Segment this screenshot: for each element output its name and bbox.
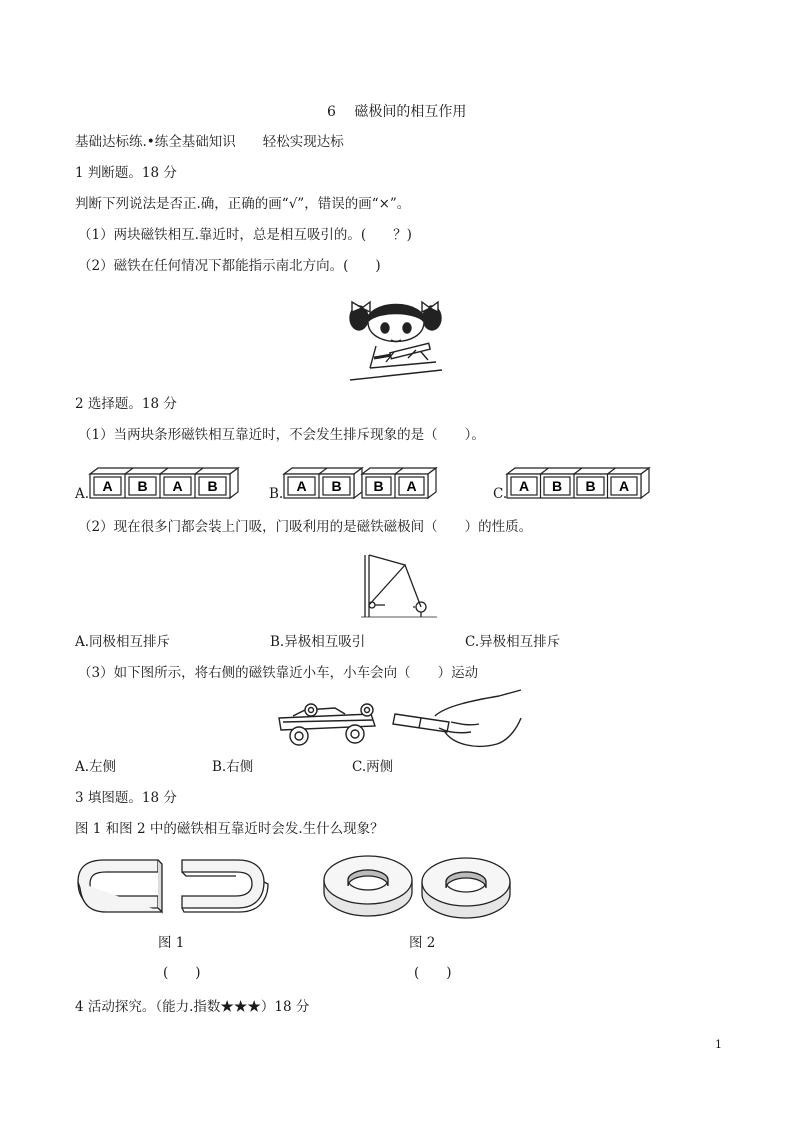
- magnet-pole-label: A: [618, 478, 630, 494]
- q2-item-3-option-a: A.左侧: [75, 759, 117, 775]
- q2-option-c-label: C.: [493, 486, 508, 502]
- q2-item-2-option-a: A.同极相互排斥: [75, 634, 171, 650]
- magnets-option-c: [505, 466, 651, 500]
- page-title: 6 磁极间的相互作用: [327, 104, 467, 120]
- magnet-pole-label: A: [518, 478, 530, 494]
- magnet-pole-label: B: [373, 478, 384, 494]
- q1-item-1: （1）两块磁铁相互.靠近时，总是相互吸引的。( ？): [78, 227, 412, 243]
- magnet-pole-label: B: [137, 478, 148, 494]
- q2-option-b-label: B.: [269, 486, 284, 502]
- door-stop-illustration: [359, 553, 437, 619]
- magnet-pole-label: A: [296, 478, 307, 494]
- car-and-magnet-illustration: [275, 688, 523, 754]
- q2-item-3-option-c: C.两侧: [352, 759, 394, 775]
- magnet-pole-label: A: [172, 478, 183, 494]
- girl-with-magnet-illustration: [346, 288, 446, 383]
- q1-item-2: （2）磁铁在任何情况下都能指示南北方向。( ): [78, 258, 381, 274]
- q1-instruction: 判断下列说法是否正.确，正确的画“√”，错误的画“×”。: [75, 196, 411, 212]
- page-number: 1: [715, 1038, 722, 1051]
- q1-heading: 1 判断题。18 分: [75, 165, 177, 181]
- magnet-pole-label: B: [585, 478, 596, 494]
- section-header: 基础达标练.•练全基础知识 轻松实现达标: [75, 134, 344, 150]
- q3-question: 图 1 和图 2 中的磁铁相互靠近时会发.生什么现象？: [75, 821, 384, 837]
- magnets-option-b: [282, 466, 438, 500]
- q2-item-3: （3）如下图所示，将右侧的磁铁靠近小车，小车会向（ ）运动: [78, 665, 479, 681]
- magnet-pole-label: B: [331, 478, 342, 494]
- figure-2-ring-magnets: [322, 852, 514, 922]
- magnet-pole-label: B: [551, 478, 563, 494]
- magnet-pole-label: B: [207, 478, 218, 494]
- q2-item-1: （1）当两块条形磁铁相互靠近时，不会发生排斥现象的是（ ）。: [78, 427, 485, 443]
- magnet-pole-label: A: [406, 478, 417, 494]
- q2-item-2-option-c: C.异极相互排斥: [465, 634, 561, 650]
- q4-heading: 4 活动探究。（能力.指数★★★）18 分: [75, 999, 310, 1015]
- q3-heading: 3 填图题。18 分: [75, 790, 177, 806]
- magnets-option-a: [88, 466, 240, 500]
- figure-2-answer-blank: ( ): [414, 965, 452, 981]
- figure-1-answer-blank: ( ): [163, 965, 201, 981]
- figure-1-label: 图 1: [158, 935, 185, 951]
- q2-option-a-label: A.: [75, 486, 90, 502]
- q2-item-2-option-b: B.异极相互吸引: [270, 634, 366, 650]
- figure-1-u-magnets: [74, 852, 270, 918]
- figure-2-label: 图 2: [409, 935, 436, 951]
- magnet-pole-label: A: [102, 478, 113, 494]
- q2-heading: 2 选择题。18 分: [75, 396, 177, 412]
- q2-item-2: （2）现在很多门都会装上门吸，门吸利用的是磁铁磁极间（ ）的性质。: [78, 519, 533, 535]
- q2-item-3-option-b: B.右侧: [212, 759, 254, 775]
